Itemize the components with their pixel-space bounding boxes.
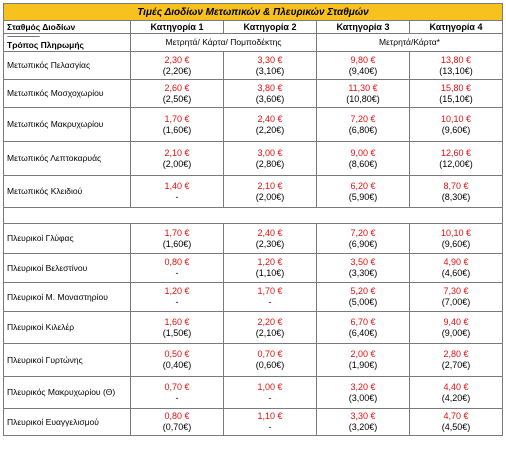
price-transponder: (3,10€): [255, 65, 285, 76]
table-row: [4, 108, 503, 142]
price-cell-cat1: [131, 142, 224, 176]
price-cell-cat4: [410, 254, 503, 283]
price-cell-cat4: [410, 108, 503, 142]
price-transponder: (7,00€): [441, 297, 471, 307]
price-cash: 15,80 €: [440, 82, 472, 93]
price-cash: 2,60 €: [164, 82, 190, 93]
price-cash: 2,10 €: [257, 180, 283, 191]
payment-label: Τρόπος Πληρωμής: [7, 39, 84, 50]
price-transponder: (2,00€): [255, 191, 285, 202]
station-name: Πλευρικοί Γλύφας: [4, 224, 131, 254]
station-name: Μετωπικός Κλειδιού: [4, 176, 131, 208]
price-transponder: (3,00€): [348, 392, 378, 403]
price-transponder: (13,10€): [439, 65, 473, 76]
station-name: Πλευρικοί Βελεστίνου: [4, 254, 131, 283]
table-row: [4, 80, 503, 108]
price-transponder: -: [268, 422, 272, 432]
price-cash: 0,70 €: [257, 349, 283, 359]
price-transponder: (8,60€): [348, 158, 378, 169]
price-transponder: (3,60€): [255, 93, 285, 104]
price-transponder: -: [268, 297, 272, 307]
price-transponder: (9,60€): [441, 124, 471, 135]
price-cell-cat4: [410, 176, 503, 208]
price-cash: 1,20 €: [164, 286, 190, 296]
price-cash: 0,70 €: [164, 381, 190, 392]
station-name: Πλευρικοί Γυρτώνης: [4, 344, 131, 377]
price-cash: 9,00 €: [350, 147, 376, 158]
price-cash: 0,50 €: [164, 349, 190, 359]
price-cell-cat1: [131, 344, 224, 377]
price-cell-cat2: [224, 176, 317, 208]
price-cell-cat2: [224, 224, 317, 254]
price-cell-cat1: [131, 176, 224, 208]
price-transponder: (1,60€): [162, 238, 192, 249]
price-cash: 3,30 €: [257, 54, 283, 65]
price-cash: 2,40 €: [257, 227, 283, 238]
price-cell-cat3: [317, 344, 410, 377]
price-cash: 1,70 €: [164, 227, 190, 238]
price-transponder: (6,90€): [348, 238, 378, 249]
price-cash: 3,50 €: [350, 257, 376, 267]
price-transponder: (1,50€): [162, 327, 192, 338]
price-transponder: (4,20€): [441, 392, 471, 403]
price-transponder: (5,90€): [348, 191, 378, 202]
price-cell-cat4: [410, 80, 503, 108]
price-cell-cat3: [317, 80, 410, 108]
price-cash: 9,40 €: [443, 316, 469, 327]
price-transponder: (12,00€): [439, 158, 473, 169]
price-transponder: (1,60€): [162, 124, 192, 135]
frontal-stations: [4, 52, 503, 208]
price-transponder: (0,40€): [162, 360, 192, 370]
price-cell-cat2: [224, 52, 317, 80]
price-transponder: (1,10€): [255, 268, 285, 278]
price-cell-cat2: [224, 283, 317, 312]
price-transponder: (15,10€): [439, 93, 473, 104]
price-cell-cat1: [131, 108, 224, 142]
price-cash: 1,40 €: [164, 180, 190, 191]
price-transponder: (8,30€): [441, 191, 471, 202]
toll-prices-table: [3, 3, 503, 436]
table-row: [4, 254, 503, 283]
station-name: Πλευρικοί Κιλελέρ: [4, 312, 131, 344]
table-row: [4, 176, 503, 208]
price-transponder: (6,80€): [348, 124, 378, 135]
header-divider: --------------------------------: [7, 33, 39, 40]
price-cash: 3,20 €: [350, 381, 376, 392]
price-cash: 1,70 €: [164, 113, 190, 124]
price-cash: 6,70 €: [350, 316, 376, 327]
price-transponder: (1,90€): [348, 360, 378, 370]
price-cash: 0,80 €: [164, 257, 190, 267]
price-cash: 2,30 €: [164, 54, 190, 65]
lateral-stations: [4, 224, 503, 436]
price-cell-cat3: [317, 254, 410, 283]
price-cash: 9,80 €: [350, 54, 376, 65]
price-cell-cat4: [410, 312, 503, 344]
price-transponder: (2,80€): [255, 158, 285, 169]
method-cat12: Μετρητά/ Κάρτα/ Πομποδέκτης: [131, 34, 317, 52]
price-transponder: (9,40€): [348, 65, 378, 76]
price-cash: 0,80 €: [164, 411, 190, 421]
price-transponder: -: [175, 392, 179, 403]
price-cash: 3,80 €: [257, 82, 283, 93]
price-cash: 1,10 €: [257, 411, 283, 421]
price-cash: 2,20 €: [257, 316, 283, 327]
table-title: Τιμές Διοδίων Μετωπικών & Πλευρικών Σταθμών: [4, 4, 503, 21]
price-cash: 6,20 €: [350, 180, 376, 191]
price-cell-cat1: [131, 283, 224, 312]
price-transponder: (2,00€): [162, 158, 192, 169]
price-transponder: (2,20€): [162, 65, 192, 76]
price-cell-cat3: [317, 224, 410, 254]
price-cell-cat3: [317, 377, 410, 409]
price-cash: 3,30 €: [350, 411, 376, 421]
price-cell-cat3: [317, 108, 410, 142]
table-row: [4, 224, 503, 254]
table-row: [4, 312, 503, 344]
station-name: Πλευρικός Μακρυχωρίου (Θ): [4, 377, 131, 409]
price-transponder: (9,00€): [441, 327, 471, 338]
station-name: Μετωπικός Λεπτοκαρυάς: [4, 142, 131, 176]
price-cash: 7,20 €: [350, 227, 376, 238]
price-cell-cat4: [410, 52, 503, 80]
price-cell-cat3: [317, 52, 410, 80]
price-transponder: -: [268, 392, 272, 403]
price-transponder: (0,60€): [255, 360, 285, 370]
price-cell-cat1: [131, 409, 224, 436]
price-cash: 13,80 €: [440, 54, 472, 65]
price-transponder: (4,60€): [441, 268, 471, 278]
price-cell-cat2: [224, 108, 317, 142]
category-2-header: Κατηγορία 2: [224, 21, 317, 34]
price-cell-cat2: [224, 80, 317, 108]
table-row: [4, 344, 503, 377]
price-cash: 1,70 €: [257, 286, 283, 296]
price-cash: 10,10 €: [440, 113, 472, 124]
price-transponder: (10,80€): [346, 93, 380, 104]
table-row: [4, 377, 503, 409]
price-transponder: (2,20€): [255, 124, 285, 135]
price-cell-cat2: [224, 344, 317, 377]
price-cell-cat4: [410, 224, 503, 254]
price-transponder: (3,20€): [348, 422, 378, 432]
price-cash: 11,30 €: [348, 82, 378, 93]
price-cash: 10,10 €: [440, 227, 472, 238]
category-4-header: Κατηγορία 4: [410, 21, 503, 34]
price-cell-cat3: [317, 176, 410, 208]
price-cash: 12,60 €: [440, 147, 472, 158]
station-header: [4, 21, 131, 34]
price-cash: 5,20 €: [350, 286, 376, 296]
price-transponder: -: [175, 268, 179, 278]
price-transponder: (6,40€): [348, 327, 378, 338]
price-transponder: -: [175, 191, 179, 202]
station-name: Μετωπικός Πελασγίας: [4, 52, 131, 80]
price-cash: 4,70 €: [443, 411, 469, 421]
price-cell-cat1: [131, 80, 224, 108]
table-row: [4, 283, 503, 312]
category-3-header: Κατηγορία 3: [317, 21, 410, 34]
price-cash: 3,00 €: [257, 147, 283, 158]
price-cell-cat1: [131, 52, 224, 80]
payment-header: [4, 34, 131, 52]
price-transponder: (0,70€): [162, 422, 192, 432]
station-name: Μετωπικός Μακρυχωρίου: [4, 108, 131, 142]
price-transponder: (5,00€): [348, 297, 378, 307]
price-transponder: -: [175, 297, 179, 307]
price-cell-cat2: [224, 409, 317, 436]
price-cash: 1,60 €: [164, 316, 190, 327]
price-cash: 2,80 €: [443, 349, 469, 359]
price-cash: 2,10 €: [164, 147, 190, 158]
price-transponder: (3,30€): [348, 268, 378, 278]
station-label: Σταθμός Διοδίων: [7, 21, 76, 32]
price-cell-cat1: [131, 224, 224, 254]
station-name: Πλευρικοί Ευαγγελισμού: [4, 409, 131, 436]
section-separator: [4, 208, 503, 224]
price-cash: 1,20 €: [257, 257, 283, 267]
category-1-header: Κατηγορία 1: [131, 21, 224, 34]
price-cash: 4,40 €: [443, 381, 469, 392]
price-cell-cat3: [317, 409, 410, 436]
price-transponder: (2,10€): [255, 327, 285, 338]
table-row: [4, 52, 503, 80]
price-cash: 2,00 €: [350, 349, 376, 359]
price-cell-cat1: [131, 377, 224, 409]
price-cell-cat3: [317, 312, 410, 344]
price-transponder: (9,60€): [441, 238, 471, 249]
price-cell-cat3: [317, 142, 410, 176]
price-cell-cat4: [410, 283, 503, 312]
price-cell-cat2: [224, 142, 317, 176]
price-cash: 1,00 €: [257, 381, 283, 392]
price-cell-cat4: [410, 142, 503, 176]
price-cell-cat1: [131, 312, 224, 344]
table-row: [4, 409, 503, 436]
price-transponder: (4,50€): [441, 422, 471, 432]
table-row: [4, 142, 503, 176]
price-transponder: (2,70€): [441, 360, 471, 370]
price-cell-cat2: [224, 312, 317, 344]
method-cat34: Μετρητά/Κάρτα*: [317, 34, 503, 52]
price-cell-cat4: [410, 377, 503, 409]
price-cash: 8,70 €: [443, 180, 469, 191]
station-name: Πλευρικοί Μ. Μοναστηρίου: [4, 283, 131, 312]
station-name: Μετωπικός Μοσχοχωρίου: [4, 80, 131, 108]
price-transponder: (2,30€): [255, 238, 285, 249]
price-cash: 7,30 €: [443, 286, 469, 296]
price-cell-cat4: [410, 344, 503, 377]
price-cash: 7,20 €: [350, 113, 376, 124]
price-cell-cat2: [224, 254, 317, 283]
price-cell-cat1: [131, 254, 224, 283]
price-cash: 2,40 €: [257, 113, 283, 124]
price-cell-cat3: [317, 283, 410, 312]
price-cash: 4,90 €: [443, 257, 469, 267]
price-cell-cat2: [224, 377, 317, 409]
price-transponder: (2,50€): [162, 93, 192, 104]
price-cell-cat4: [410, 409, 503, 436]
